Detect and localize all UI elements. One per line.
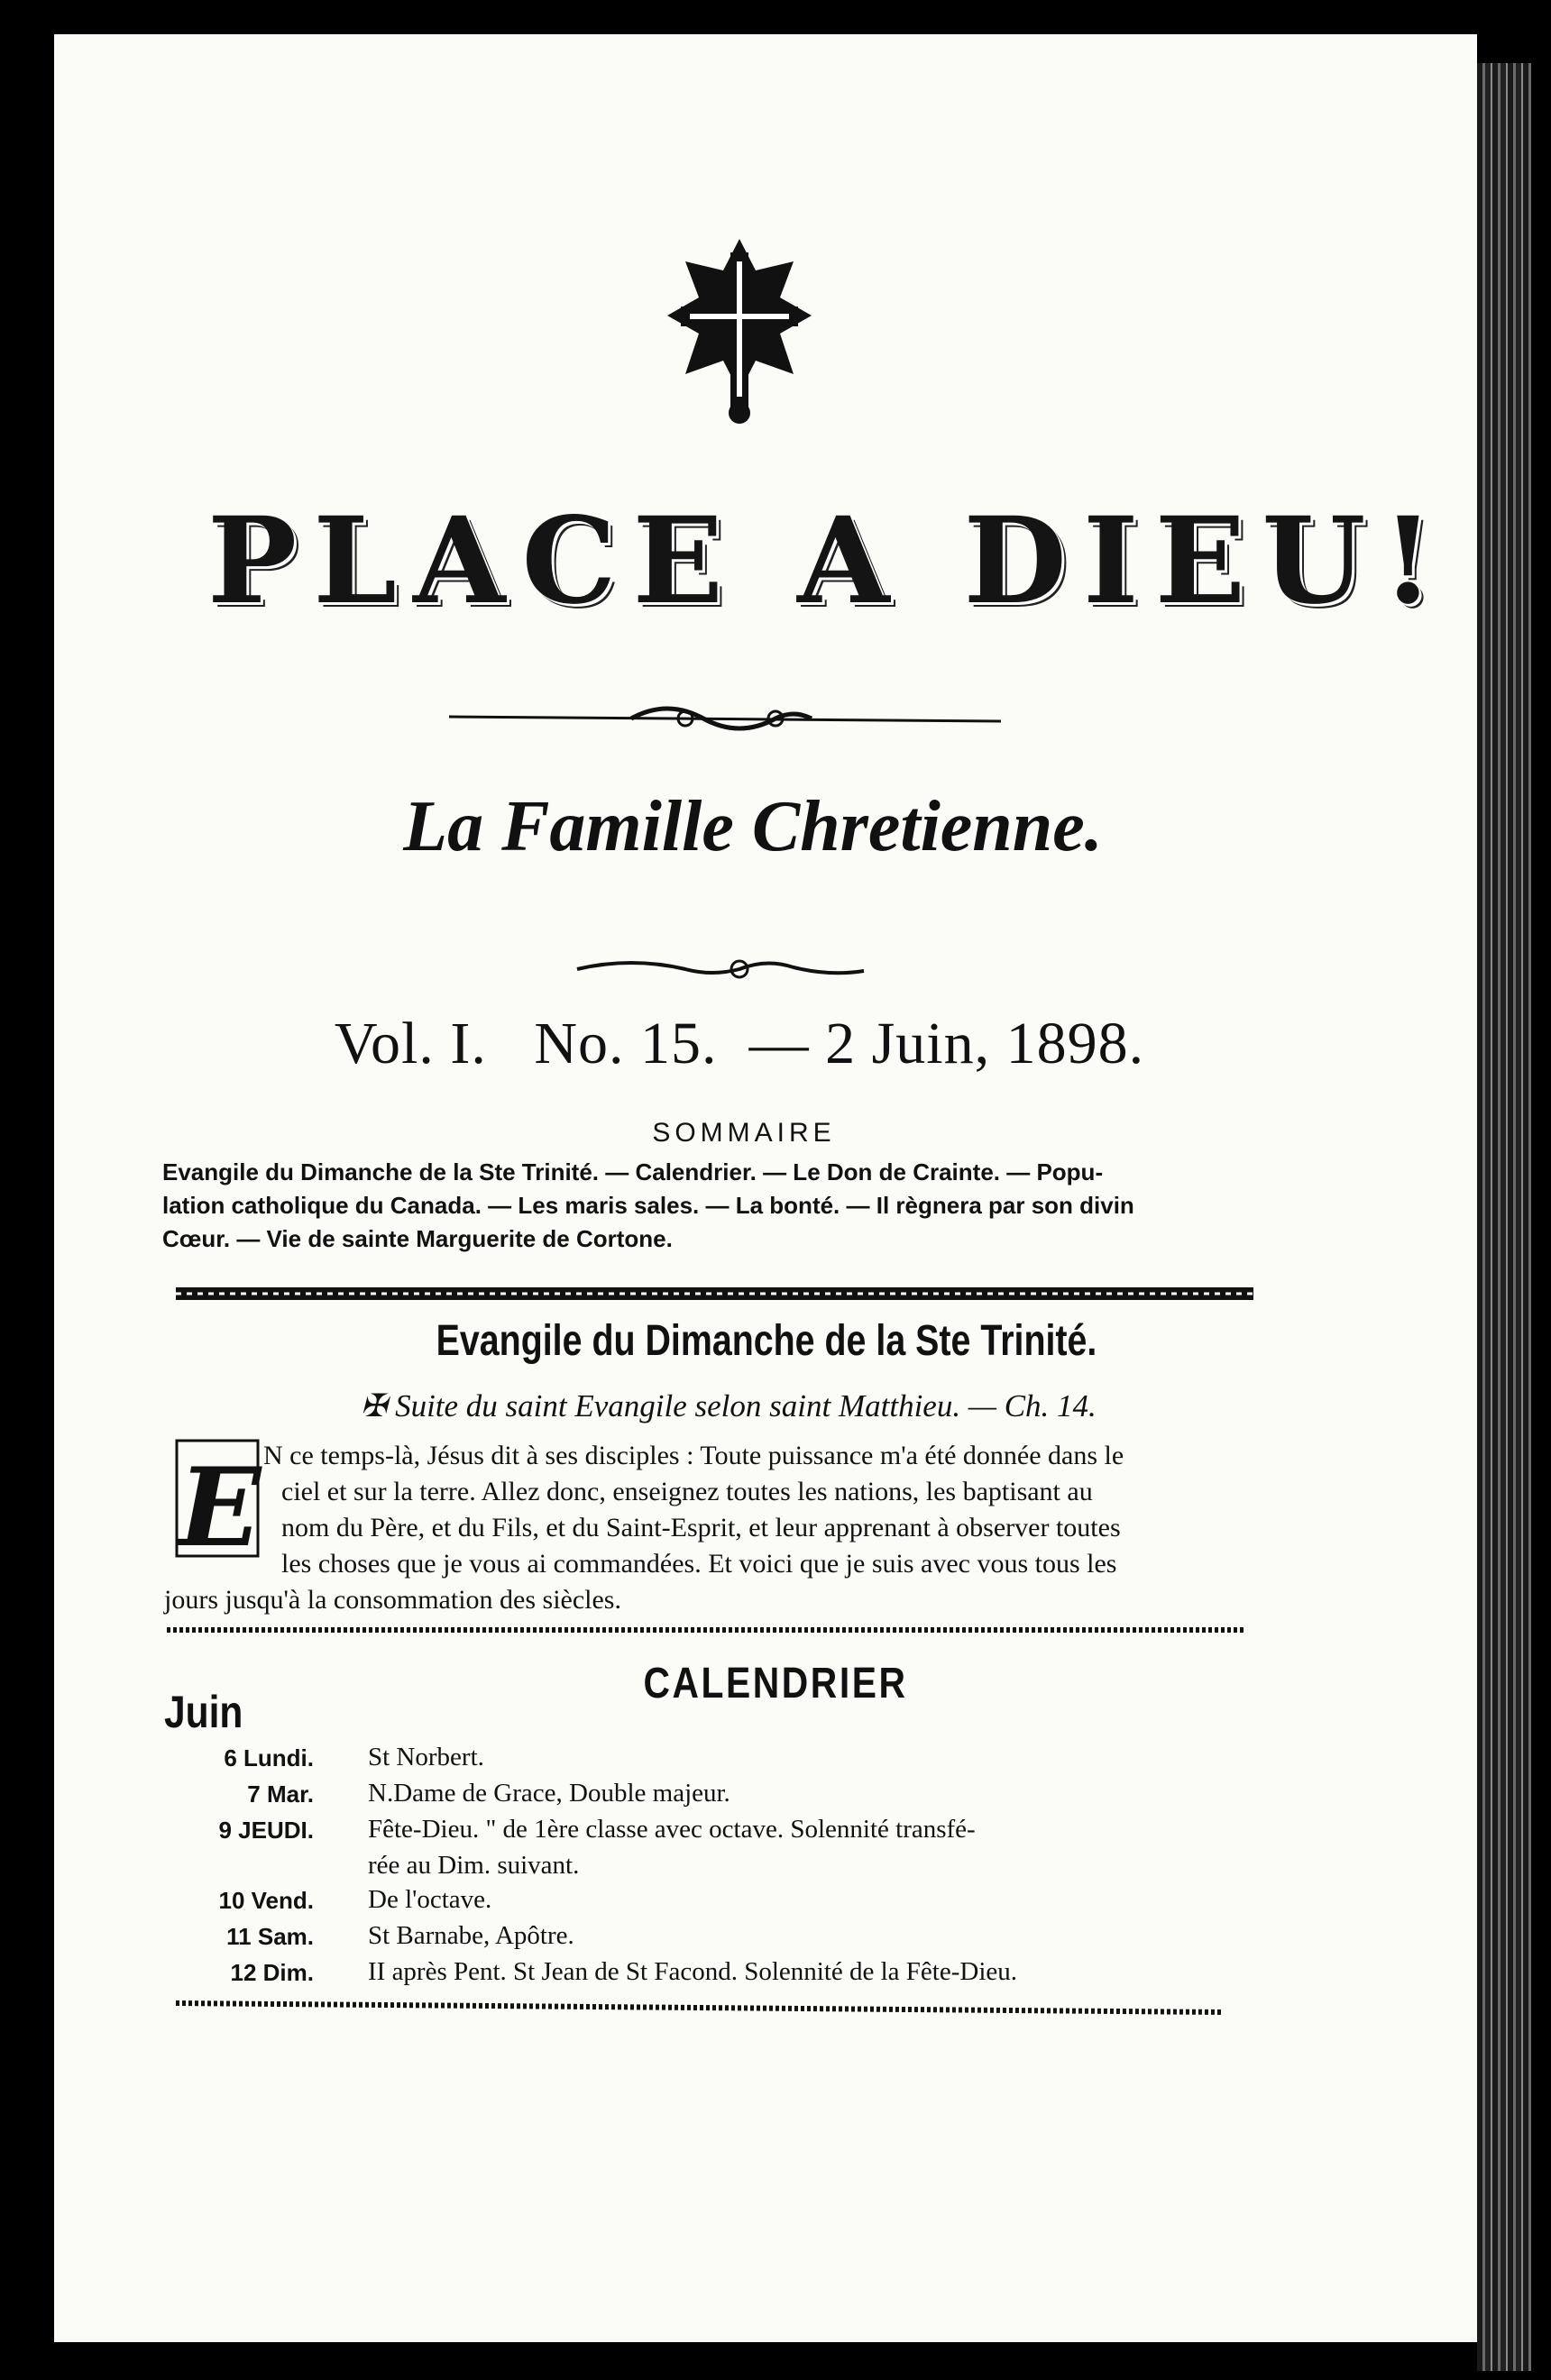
calendar-day: 10 Vend. <box>218 1887 314 1914</box>
dropcap-letter: E <box>179 1444 262 1571</box>
sommaire-heading: SOMMAIRE <box>652 1118 836 1148</box>
ornamental-rule <box>176 1287 1253 1300</box>
dotted-rule <box>176 2003 1222 2012</box>
calendar-desc: St Barnabe, Apôtre. <box>368 1921 574 1950</box>
calendar-desc: N.Dame de Grace, Double majeur. <box>368 1779 730 1808</box>
masthead-title: PLACE A DIEU! <box>207 491 1451 631</box>
sommaire-line: Evangile du Dimanche de la Ste Trinité. — Calendrier. — Le Don de Crainte. — Popu- <box>162 1158 1104 1185</box>
calendar-desc: Fête-Dieu. " de 1ère classe avec octave. Solennité transfé- <box>368 1815 976 1844</box>
divider-ornament <box>577 961 864 977</box>
gospel-line: ciel et sur la terre. Allez donc, enseignez toutes les nations, les baptisant au <box>281 1477 1093 1506</box>
publication-subtitle: La Famille Chretienne. <box>403 787 1103 866</box>
calendar-day: 9 JEUDI. <box>218 1817 314 1844</box>
gospel-line: jours jusqu'à la consommation des siècles. <box>164 1585 621 1615</box>
calendar-desc: II après Pent. St Jean de St Facond. Solennité de la Fête-Dieu. <box>368 1957 1018 1986</box>
calendar-desc: De l'octave. <box>368 1885 492 1914</box>
calendar-desc: rée au Dim. suivant. <box>368 1851 580 1880</box>
issue-date: — 2 Juin, 1898. <box>748 1011 1145 1076</box>
calendar-day: 12 Dim. <box>230 1959 314 1986</box>
divider-ornament <box>449 709 1001 728</box>
gospel-line: N ce temps-là, Jésus dit à ses disciples : Toute puissance m'a été donnée dans le <box>263 1441 1124 1470</box>
issue-line <box>289 1010 1190 1078</box>
gospel-line: les choses que je vous ai commandées. Et voici que je suis avec vous tous les <box>281 1549 1117 1579</box>
calendar-title: CALENDRIER <box>643 1660 908 1707</box>
sommaire-line: lation catholique du Canada. — Les maris sales. — La bonté. — Il règnera par son divin <box>162 1192 1134 1219</box>
gospel-line: nom du Père, et du Fils, et du Saint-Esprit, et leur apprenant à observer toutes <box>281 1513 1121 1542</box>
calendar-day: 11 Sam. <box>226 1923 314 1950</box>
sommaire-line: Cœur. — Vie de sainte Marguerite de Cortone. <box>162 1225 673 1252</box>
calendar-desc: St Norbert. <box>368 1743 484 1771</box>
gospel-title: Evangile du Dimanche de la Ste Trinité. <box>436 1317 1097 1365</box>
cross-icon <box>667 239 812 424</box>
issue-number: No. 15. <box>534 1011 718 1076</box>
volume: Vol. I. <box>334 1011 487 1076</box>
gospel-subtitle: ✠ Suite du saint Evangile selon saint Matthieu. — Ch. 14. <box>361 1388 1097 1423</box>
calendar-day: 7 Mar. <box>247 1780 314 1808</box>
calendar-day: 6 Lundi. <box>224 1744 314 1771</box>
calendar-month: Juin <box>164 1687 243 1737</box>
